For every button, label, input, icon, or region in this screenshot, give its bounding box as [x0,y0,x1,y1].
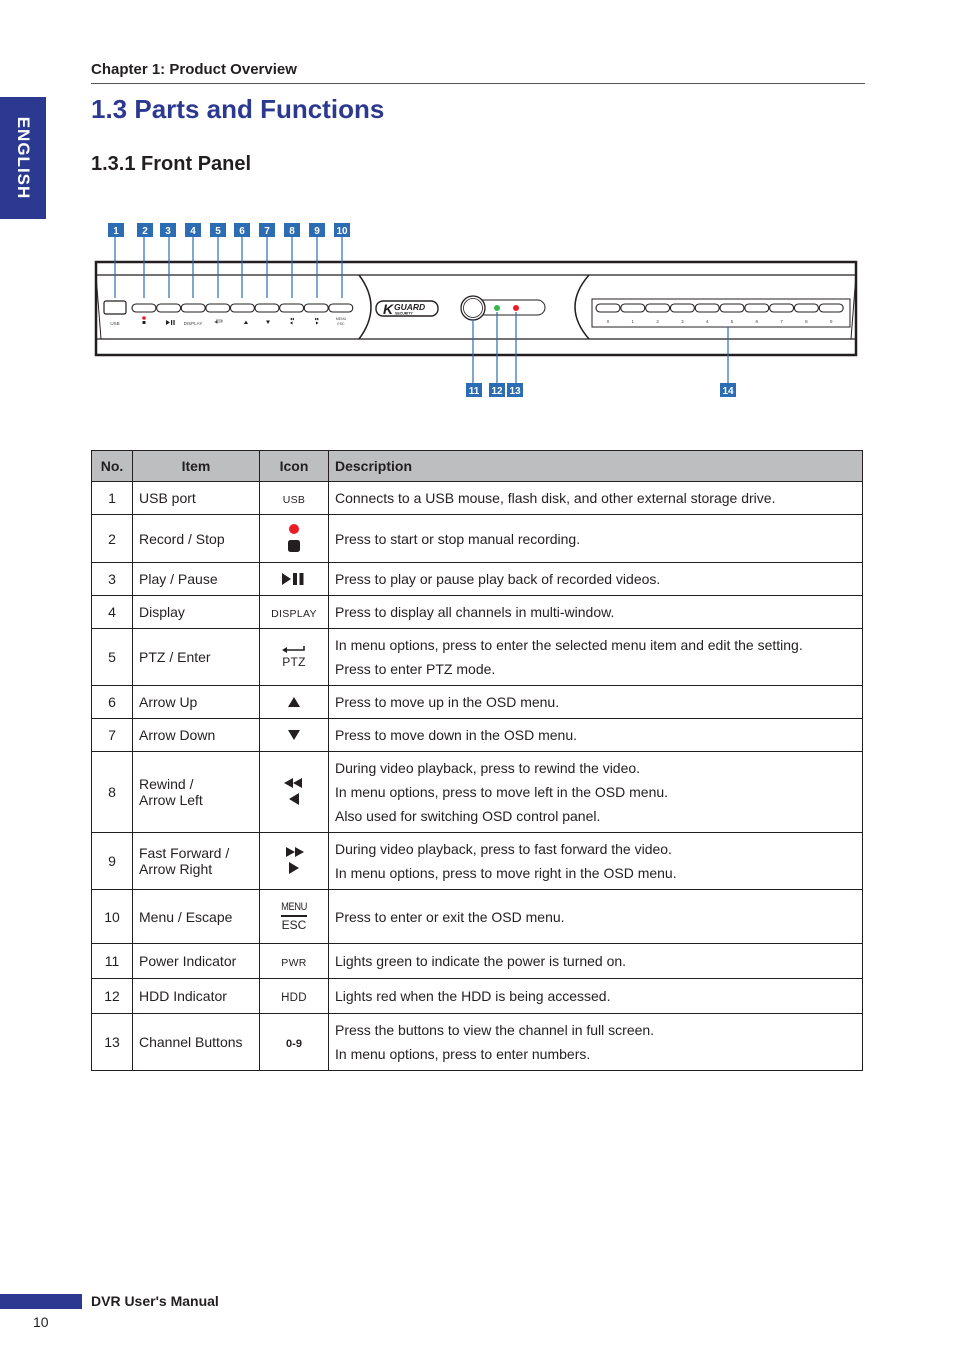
usb-port [104,301,126,314]
channel-digit: 2 [656,319,659,324]
display-label: DISPLAY [183,321,203,326]
callout-number: 13 [509,386,521,397]
kguard-logo [376,301,438,317]
row-item [133,563,260,596]
header-item: Item [133,451,260,482]
row-no: 6 [92,686,133,719]
hdd-led [513,305,519,311]
table-row [92,686,863,719]
language-tab [0,97,46,219]
header-no: No. [92,451,133,482]
table-row [92,833,863,890]
row-item-text: Play / Pause [139,571,218,587]
row-item [133,686,260,719]
menu-label: MENU [281,901,307,914]
display-icon [260,596,329,629]
logo-k: K [383,301,394,317]
footer-title: DVR User's Manual [91,1293,219,1309]
row-item-text: Record / Stop [139,530,225,547]
row-item-text: PTZ / Enter [139,649,211,665]
table-row [92,596,863,629]
description-line: Press to enter PTZ mode. [335,661,496,677]
row-description [329,833,863,890]
function-button [132,304,156,312]
row-item [133,1014,260,1071]
channel-button [670,304,694,312]
row-description [329,719,863,752]
row-description [329,1014,863,1071]
row-item-text: Menu / Escape [139,908,233,925]
usb-icon-label: USB [282,494,306,506]
description-line: In menu options, press to enter the selected menu item and edit the setting. [335,637,803,653]
row-no: 7 [92,719,133,752]
channel-button [596,304,620,312]
description-line: In menu options, press to enter numbers. [335,1046,591,1062]
parts-table [91,450,863,1071]
row-description [329,890,863,944]
callout-number: 4 [190,226,196,237]
row-no: 2 [92,515,133,563]
callout-number: 10 [336,226,348,237]
row-item-text: Arrow Up [139,694,198,710]
ptz-label: PTZ [282,655,306,669]
callout-number: 5 [215,226,221,237]
row-no: 5 [92,629,133,686]
channel-button [794,304,818,312]
description-line: In menu options, press to move left in the OSD menu. [335,784,669,800]
row-item-text: Power Indicator [139,953,237,969]
row-no: 12 [92,979,133,1014]
row-no: 9 [92,833,133,890]
row-item-text: USB port [139,490,196,506]
function-button [157,304,181,312]
row-no: 13 [92,1014,133,1071]
callout-number: 3 [165,226,171,237]
language-tab-label: ENGLISH [14,116,33,200]
callout-number: 7 [264,226,270,237]
footer-bar [0,1294,82,1309]
callout-number: 14 [722,386,734,397]
description-line: Press to move down in the OSD menu. [335,727,577,743]
description-line: During video playback, press to fast forward the video. [335,841,672,857]
row-description [329,752,863,833]
channel-button [819,304,843,312]
pwr-icon [260,944,329,979]
channel-digits-label: 0-9 [286,1038,302,1050]
table-row [92,719,863,752]
section-title: 1.3 Parts and Functions [91,94,385,124]
channel-button [745,304,769,312]
description-line: Connects to a USB mouse, flash disk, and other external storage drive. [335,490,776,506]
row-item [133,752,260,833]
power-led [494,305,500,311]
usb-icon [260,482,329,515]
row-item [133,719,260,752]
fastforward-right-svg [283,846,305,876]
row-description [329,686,863,719]
channel-digit: 5 [730,319,734,324]
row-description [329,515,863,563]
row-description [329,482,863,515]
page-number: 10 [33,1314,49,1330]
function-button [230,304,254,312]
channel-button [720,304,744,312]
description-line: Press to move up in the OSD menu. [335,694,560,710]
row-description [329,596,863,629]
row-description [329,979,863,1014]
esc-label: ESC [281,917,307,932]
description-line: Press to play or pause play back of recorded videos. [335,571,661,587]
callout-number: 9 [314,226,320,237]
rewind-left-icon [260,752,329,833]
row-item [133,979,260,1014]
function-button [329,304,353,312]
power-button-inner [464,299,483,318]
header-icon: Icon [260,451,329,482]
header-description: Description [329,451,863,482]
channel-digit: 3 [681,319,684,324]
logo-sub: SECURITY [395,311,413,316]
row-item [133,596,260,629]
row-item [133,482,260,515]
callout-number: 2 [142,226,148,237]
callout-number: 12 [491,386,503,397]
row-item [133,890,260,944]
logo-word: GUARD [394,302,426,312]
function-button [280,304,304,312]
row-description [329,563,863,596]
table-row [92,979,863,1014]
display-icon-label: DISPLAY [271,608,317,620]
channel-digit: 0 [606,319,610,324]
row-item [133,833,260,890]
row-item [133,629,260,686]
channel-button [770,304,794,312]
row-no: 1 [92,482,133,515]
row-item [133,515,260,563]
channel-button [695,304,719,312]
row-no: 11 [92,944,133,979]
channel-digit: 7 [780,319,783,324]
row-no: 3 [92,563,133,596]
description-line: Press the buttons to view the channel in full screen. [335,1022,655,1038]
row-no: 10 [92,890,133,944]
channel-digit: 8 [805,319,808,324]
callout-number: 8 [289,226,295,237]
channel-digit: 6 [755,319,759,324]
header-divider [91,83,865,84]
row-item-text: HDD Indicator [139,988,227,1004]
row-no: 8 [92,752,133,833]
callout-number: 11 [468,386,480,397]
stop-square-icon [143,321,146,324]
description-line: Also used for switching OSD control panel. [335,808,601,824]
pwr-icon-label: PWR [281,957,307,969]
record-dot-icon [142,316,146,320]
row-item-text: Arrow Right [139,861,213,877]
description-line: During video playback, press to rewind the video. [335,760,641,776]
enter-svg [281,645,307,655]
function-button [181,304,205,312]
channel-digits-icon [260,1014,329,1071]
row-item-text: Display [139,604,185,620]
channel-button [621,304,645,312]
row-item-text: Fast Forward / [139,845,230,861]
description-line: Press to enter or exit the OSD menu. [335,908,565,925]
arrow-down-svg [287,729,301,741]
enter-icon [260,629,329,686]
usb-port-label: USB [110,321,120,326]
description-line: Press to start or stop manual recording. [335,530,581,547]
chapter-header: Chapter 1: Product Overview [91,61,297,78]
subsection-title: 1.3.1 Front Panel [91,153,252,175]
table-row [92,944,863,979]
callout-number: 6 [239,226,245,237]
row-item-text: Arrow Down [139,727,216,743]
menu-esc-icon [260,890,329,944]
table-row [92,515,863,563]
function-button [206,304,230,312]
row-item [133,944,260,979]
hdd-icon [260,979,329,1014]
arrow-up-svg [287,696,301,708]
row-description [329,629,863,686]
row-item-text: Channel Buttons [139,1034,243,1050]
table-row [92,563,863,596]
description-line: In menu options, press to move right in the OSD menu. [335,865,677,881]
table-row [92,629,863,686]
record-stop-svg [284,522,304,556]
menu-label: MENU [335,317,347,321]
arrow-down-icon [260,719,329,752]
table-header-row [92,451,863,482]
row-no: 4 [92,596,133,629]
play-pause-icon [260,563,329,596]
function-button [304,304,328,312]
description-line: Lights green to indicate the power is turned on. [335,953,627,969]
channel-digit: 1 [631,319,635,324]
record-stop-icon [260,515,329,563]
hdd-icon-label: HDD [281,992,307,1004]
table-row [92,1014,863,1071]
row-description [329,944,863,979]
rewind-left-svg [283,777,305,807]
table-row [92,890,863,944]
row-item-text: Rewind / [139,776,194,792]
table-row [92,482,863,515]
function-button [255,304,279,312]
play-pause-svg [281,572,307,586]
arrow-up-icon [260,686,329,719]
channel-digit: 4 [705,319,709,324]
description-line: Lights red when the HDD is being accessed. [335,988,611,1004]
menu-esc-divider [281,915,307,917]
channel-digit: 9 [829,319,833,324]
channel-button [646,304,670,312]
row-item-text: Arrow Left [139,792,203,808]
front-panel-diagram [91,215,866,405]
fastforward-right-icon [260,833,329,890]
esc-label: ESC [337,322,345,326]
description-line: Press to display all channels in multi-window. [335,604,615,620]
function-buttons [132,304,353,312]
callout-number: 1 [113,226,119,237]
table-row [92,752,863,833]
